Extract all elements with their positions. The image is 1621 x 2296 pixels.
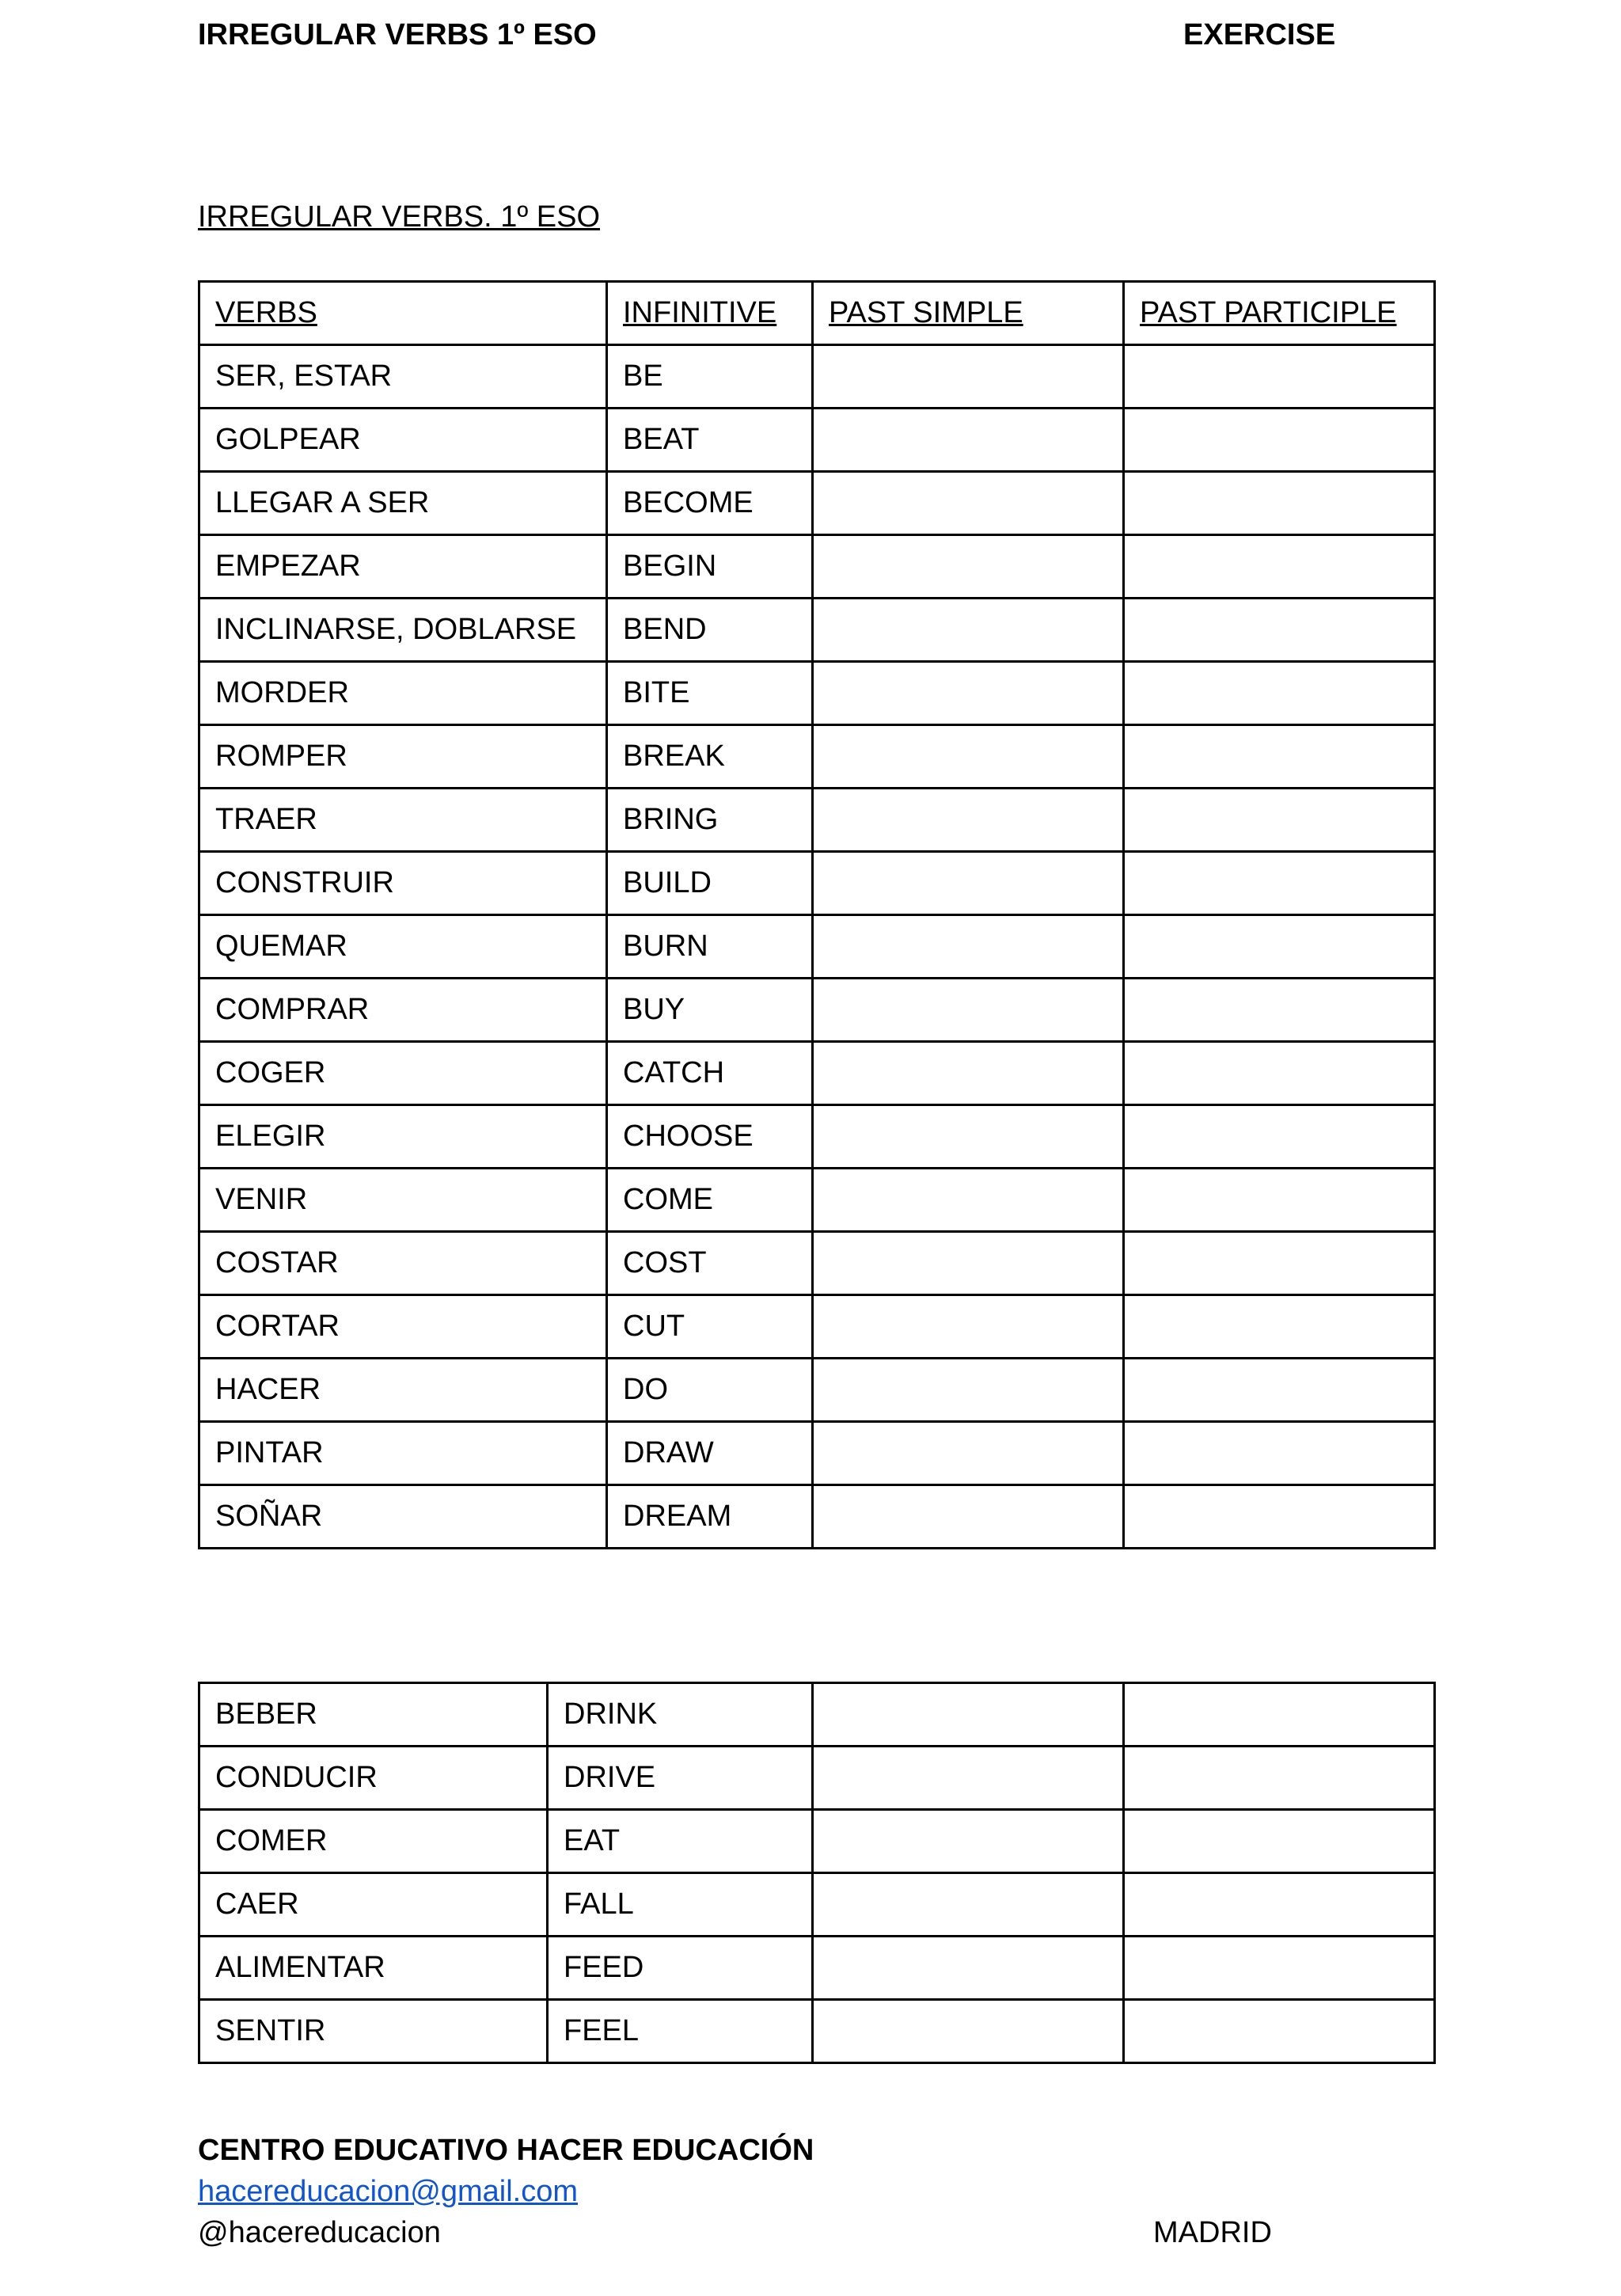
past-participle-answer-cell[interactable]: [1124, 2000, 1435, 2063]
past-participle-answer-cell[interactable]: [1124, 1105, 1435, 1169]
past-simple-answer-cell[interactable]: [813, 2000, 1124, 2063]
infinitive-cell: CATCH: [607, 1042, 813, 1105]
past-participle-answer-cell[interactable]: [1124, 1937, 1435, 2000]
spanish-verb-cell: EMPEZAR: [199, 535, 607, 599]
table-row: [199, 1232, 1435, 1295]
document-header-label: EXERCISE: [1183, 18, 1336, 51]
infinitive-cell: BRING: [607, 789, 813, 852]
infinitive-cell: BECOME: [607, 472, 813, 535]
past-simple-answer-cell[interactable]: [813, 1422, 1124, 1485]
spanish-verb-cell: ELEGIR: [199, 1105, 607, 1169]
infinitive-cell: BEAT: [607, 409, 813, 472]
past-participle-answer-cell[interactable]: [1124, 979, 1435, 1042]
past-participle-answer-cell[interactable]: [1124, 472, 1435, 535]
past-simple-answer-cell[interactable]: [813, 345, 1124, 409]
table-row: [199, 979, 1435, 1042]
table-row: [199, 599, 1435, 662]
past-simple-answer-cell[interactable]: [813, 979, 1124, 1042]
footer-social-handle: @hacereducacion: [198, 2216, 441, 2249]
spanish-verb-cell: QUEMAR: [199, 915, 607, 979]
past-participle-answer-cell[interactable]: [1124, 345, 1435, 409]
infinitive-cell: EAT: [548, 1810, 813, 1873]
past-simple-answer-cell[interactable]: [813, 1105, 1124, 1169]
header-cell-past-simple: PAST SIMPLE: [813, 282, 1124, 345]
table-row: [199, 1359, 1435, 1422]
infinitive-cell: FEED: [548, 1937, 813, 2000]
past-simple-answer-cell[interactable]: [813, 852, 1124, 915]
past-simple-answer-cell[interactable]: [813, 472, 1124, 535]
table-row: [199, 1485, 1435, 1549]
past-simple-answer-cell[interactable]: [813, 915, 1124, 979]
spanish-verb-cell: COMPRAR: [199, 979, 607, 1042]
past-simple-answer-cell[interactable]: [813, 1485, 1124, 1549]
past-participle-answer-cell[interactable]: [1124, 915, 1435, 979]
document-header-title: IRREGULAR VERBS 1º ESO: [198, 18, 597, 51]
table-row: [199, 662, 1435, 725]
spanish-verb-cell: CAER: [199, 1873, 548, 1937]
spanish-verb-cell: VENIR: [199, 1169, 607, 1232]
spanish-verb-cell: INCLINARSE, DOBLARSE: [199, 599, 607, 662]
spanish-verb-cell: CORTAR: [199, 1295, 607, 1359]
past-simple-answer-cell[interactable]: [813, 1232, 1124, 1295]
past-participle-answer-cell[interactable]: [1124, 662, 1435, 725]
infinitive-cell: COST: [607, 1232, 813, 1295]
past-simple-answer-cell[interactable]: [813, 1359, 1124, 1422]
past-participle-answer-cell[interactable]: [1124, 1810, 1435, 1873]
header-cell-infinitive: INFINITIVE: [607, 282, 813, 345]
spanish-verb-cell: CONDUCIR: [199, 1747, 548, 1810]
infinitive-cell: FEEL: [548, 2000, 813, 2063]
past-simple-answer-cell[interactable]: [813, 1747, 1124, 1810]
infinitive-cell: BURN: [607, 915, 813, 979]
spanish-verb-cell: BEBER: [199, 1683, 548, 1747]
spanish-verb-cell: COSTAR: [199, 1232, 607, 1295]
table-row: [199, 1295, 1435, 1359]
past-participle-answer-cell[interactable]: [1124, 1422, 1435, 1485]
past-participle-answer-cell[interactable]: [1124, 852, 1435, 915]
past-simple-answer-cell[interactable]: [813, 1873, 1124, 1937]
past-participle-answer-cell[interactable]: [1124, 1232, 1435, 1295]
table-row: [199, 789, 1435, 852]
infinitive-cell: DRAW: [607, 1422, 813, 1485]
infinitive-cell: BUILD: [607, 852, 813, 915]
infinitive-cell: COME: [607, 1169, 813, 1232]
infinitive-cell: FALL: [548, 1873, 813, 1937]
infinitive-cell: DREAM: [607, 1485, 813, 1549]
past-participle-answer-cell[interactable]: [1124, 1169, 1435, 1232]
spanish-verb-cell: SOÑAR: [199, 1485, 607, 1549]
table-header-row: [199, 282, 1435, 345]
past-simple-answer-cell[interactable]: [813, 1937, 1124, 2000]
spanish-verb-cell: TRAER: [199, 789, 607, 852]
past-participle-answer-cell[interactable]: [1124, 725, 1435, 789]
infinitive-cell: BREAK: [607, 725, 813, 789]
infinitive-cell: BITE: [607, 662, 813, 725]
spanish-verb-cell: SENTIR: [199, 2000, 548, 2063]
table-row: [199, 1810, 1435, 1873]
footer-city: MADRID: [1153, 2216, 1272, 2249]
table-row: [199, 1042, 1435, 1105]
table-row: [199, 1422, 1435, 1485]
past-simple-answer-cell[interactable]: [813, 1683, 1124, 1747]
past-participle-answer-cell[interactable]: [1124, 409, 1435, 472]
infinitive-cell: BEND: [607, 599, 813, 662]
table-row: [199, 535, 1435, 599]
table-row: [199, 852, 1435, 915]
spanish-verb-cell: CONSTRUIR: [199, 852, 607, 915]
spanish-verb-cell: LLEGAR A SER: [199, 472, 607, 535]
infinitive-cell: DO: [607, 1359, 813, 1422]
infinitive-cell: DRINK: [548, 1683, 813, 1747]
table-row: [199, 1937, 1435, 2000]
past-participle-answer-cell[interactable]: [1124, 1042, 1435, 1105]
infinitive-cell: DRIVE: [548, 1747, 813, 1810]
past-participle-answer-cell[interactable]: [1124, 535, 1435, 599]
past-simple-answer-cell[interactable]: [813, 599, 1124, 662]
footer-school-name: CENTRO EDUCATIVO HACER EDUCACIÓN: [198, 2134, 814, 2167]
past-simple-answer-cell[interactable]: [813, 725, 1124, 789]
header-cell-past-participle: PAST PARTICIPLE: [1124, 282, 1435, 345]
table-row: [199, 1747, 1435, 1810]
past-participle-answer-cell[interactable]: [1124, 1683, 1435, 1747]
past-simple-answer-cell[interactable]: [813, 1169, 1124, 1232]
spanish-verb-cell: MORDER: [199, 662, 607, 725]
table-row: [199, 915, 1435, 979]
past-participle-answer-cell[interactable]: [1124, 1485, 1435, 1549]
infinitive-cell: BUY: [607, 979, 813, 1042]
spanish-verb-cell: ALIMENTAR: [199, 1937, 548, 2000]
past-participle-answer-cell[interactable]: [1124, 1295, 1435, 1359]
spanish-verb-cell: HACER: [199, 1359, 607, 1422]
table-row: [199, 725, 1435, 789]
table-row: [199, 1105, 1435, 1169]
past-simple-answer-cell[interactable]: [813, 662, 1124, 725]
infinitive-cell: CHOOSE: [607, 1105, 813, 1169]
table-row: [199, 2000, 1435, 2063]
past-participle-answer-cell[interactable]: [1124, 789, 1435, 852]
past-participle-answer-cell[interactable]: [1124, 599, 1435, 662]
past-simple-answer-cell[interactable]: [813, 789, 1124, 852]
document-subtitle: IRREGULAR VERBS. 1º ESO: [198, 200, 601, 234]
table-row: [199, 409, 1435, 472]
past-simple-answer-cell[interactable]: [813, 535, 1124, 599]
table-row: [199, 472, 1435, 535]
past-simple-answer-cell[interactable]: [813, 1042, 1124, 1105]
spanish-verb-cell: PINTAR: [199, 1422, 607, 1485]
spanish-verb-cell: COMER: [199, 1810, 548, 1873]
spanish-verb-cell: SER, ESTAR: [199, 345, 607, 409]
past-simple-answer-cell[interactable]: [813, 1810, 1124, 1873]
table-row: [199, 345, 1435, 409]
past-participle-answer-cell[interactable]: [1124, 1359, 1435, 1422]
spanish-verb-cell: GOLPEAR: [199, 409, 607, 472]
table-row: [199, 1169, 1435, 1232]
spanish-verb-cell: ROMPER: [199, 725, 607, 789]
spanish-verb-cell: COGER: [199, 1042, 607, 1105]
past-simple-answer-cell[interactable]: [813, 409, 1124, 472]
past-simple-answer-cell[interactable]: [813, 1295, 1124, 1359]
table-row: [199, 1873, 1435, 1937]
past-participle-answer-cell[interactable]: [1124, 1873, 1435, 1937]
infinitive-cell: CUT: [607, 1295, 813, 1359]
verbs-table-2: [198, 1682, 1436, 2064]
table-row: [199, 1683, 1435, 1747]
infinitive-cell: BE: [607, 345, 813, 409]
header-cell-verbs: VERBS: [199, 282, 607, 345]
footer-email-link[interactable]: hacereducacion@gmail.com: [198, 2175, 579, 2208]
past-participle-answer-cell[interactable]: [1124, 1747, 1435, 1810]
verbs-table-1: [198, 280, 1436, 1549]
infinitive-cell: BEGIN: [607, 535, 813, 599]
